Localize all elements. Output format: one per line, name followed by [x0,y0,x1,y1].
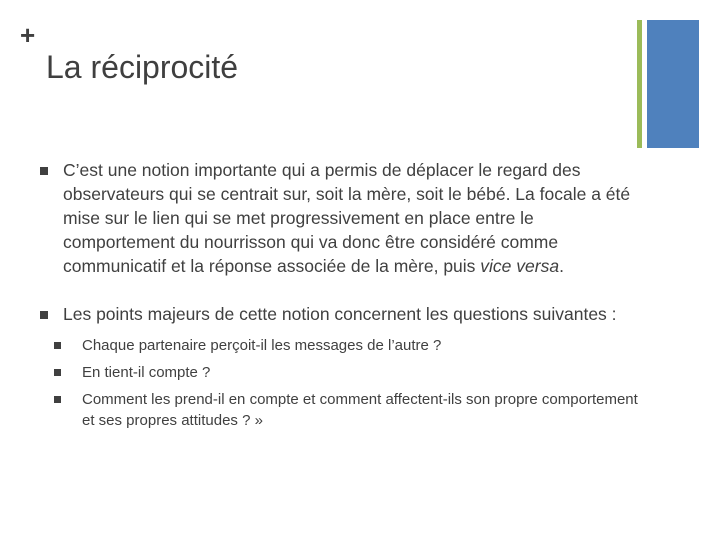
sub-bullet-list [54,335,640,431]
bullet-item-reciprocity-definition [40,158,640,278]
accent-line-green [637,20,642,148]
sub-bullet-text: Comment les prend-il en compte et comment affectent-ils son propre comportement et ses propres attitudes ? » [82,391,638,429]
square-bullet-icon [54,342,61,349]
accent-block-blue [647,20,699,148]
bullet-text: Les points majeurs de cette notion concernent les questions suivantes : [63,304,617,324]
bullet-text: C’est une notion importante qui a permis de déplacer le regard des observateurs qui se centrait sur, soit la mère, soit le bébé. La focale a été mise sur le lien qui se met progressivement en place entre le comportement du nourrisson qui va donc être considéré comme communicatif et la réponse associée de la mère, puis vice versa. [63,160,631,276]
bullet-item-key-points [40,302,640,326]
slide-title: La réciprocité [46,49,239,85]
slide-body [40,158,640,431]
square-bullet-icon [54,369,61,376]
plus-icon: + [20,20,36,50]
square-bullet-icon [40,167,48,175]
sub-bullet-item [54,389,640,431]
sub-bullet-text: Chaque partenaire perçoit-il les messages de l’autre ? [82,337,442,354]
sub-bullet-item [54,335,640,356]
sub-bullet-item [54,362,640,383]
square-bullet-icon [54,396,61,403]
sub-bullet-text: En tient-il compte ? [82,364,211,381]
square-bullet-icon [40,311,48,319]
